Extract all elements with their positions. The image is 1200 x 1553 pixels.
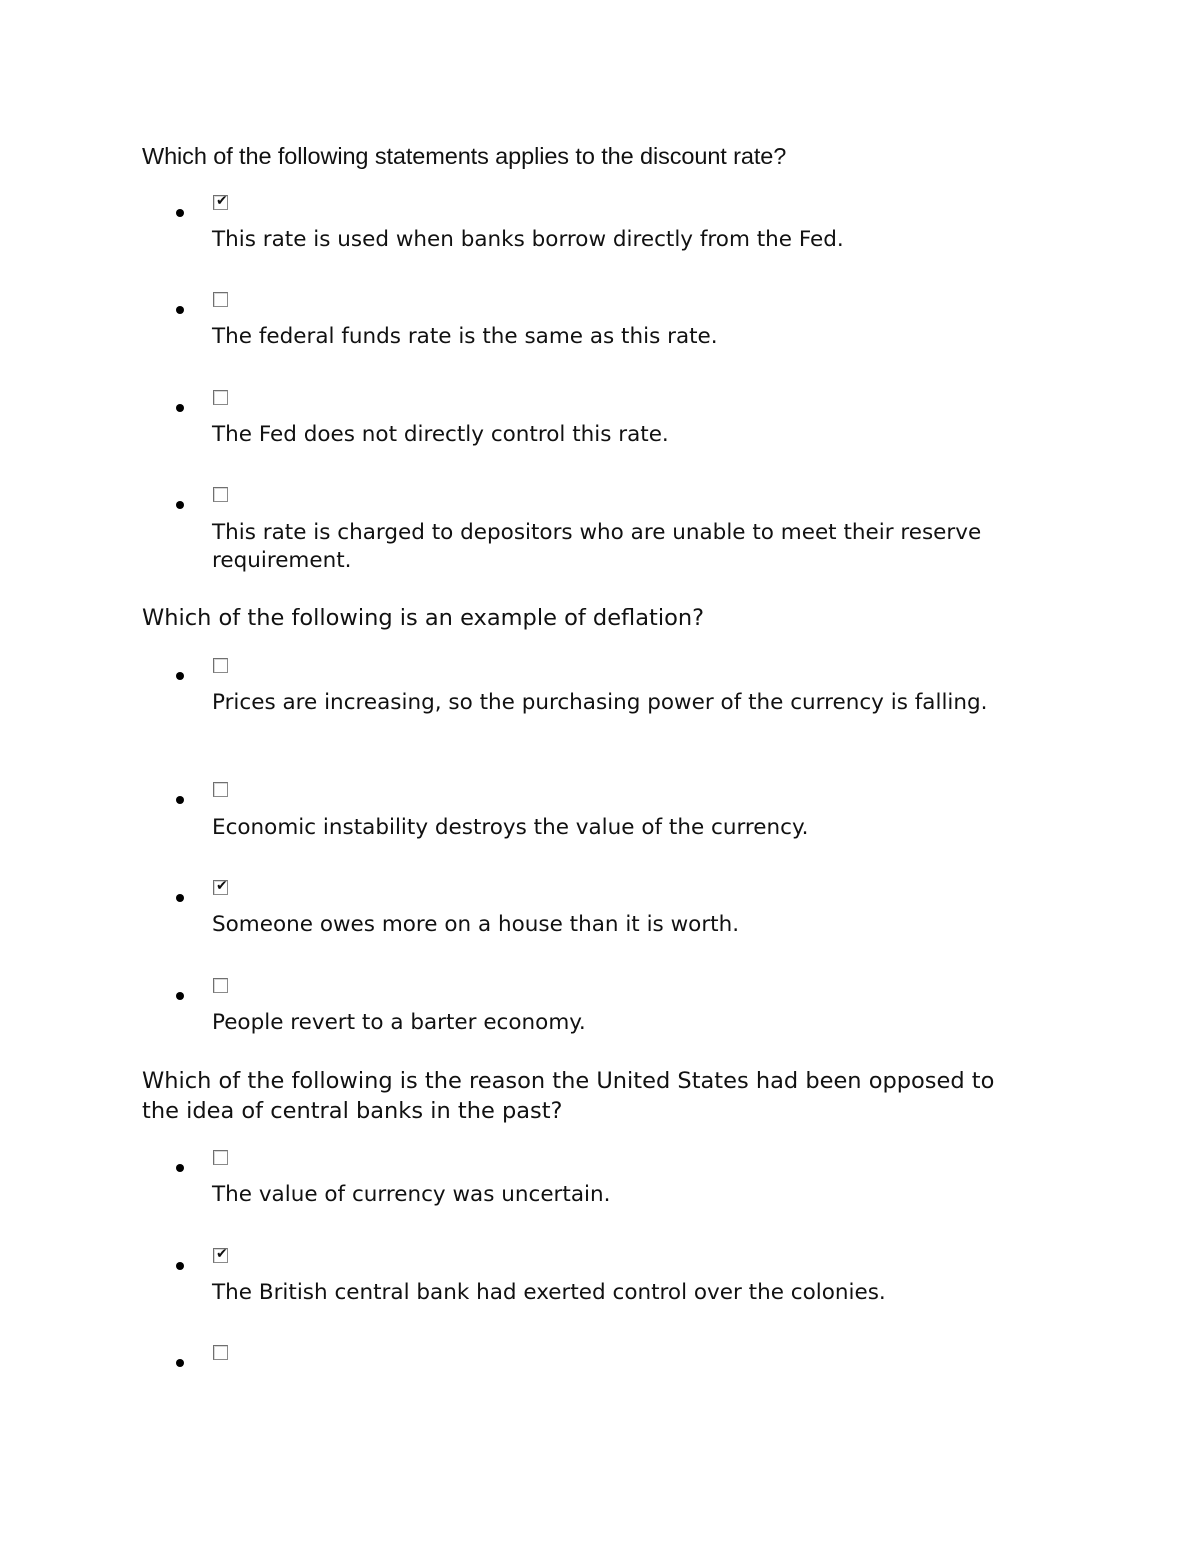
question-2-text: Which of the following is an example of deflation? [142, 605, 705, 631]
bullet-icon [176, 992, 184, 1000]
q1-option-2-text: The federal funds rate is the same as this rate. [212, 324, 718, 349]
bullet-icon [176, 672, 184, 680]
q3-option-1-checkbox[interactable] [213, 1150, 228, 1165]
bullet-icon [176, 501, 184, 509]
checkmark-icon: ✔ [216, 878, 228, 894]
q3-option-2-text: The British central bank had exerted control over the colonies. [212, 1280, 886, 1305]
q2-option-1-text: Prices are increasing, so the purchasing power of the currency is falling. [212, 690, 988, 715]
q1-option-3-checkbox[interactable] [213, 390, 228, 405]
q2-option-3-text: Someone owes more on a house than it is worth. [212, 912, 740, 937]
q2-option-4-text: People revert to a barter economy. [212, 1010, 586, 1035]
q2-option-2-text: Economic instability destroys the value of the currency. [212, 815, 809, 840]
q1-option-1-text: This rate is used when banks borrow directly from the Fed. [212, 227, 844, 252]
q1-option-3-text: The Fed does not directly control this rate. [212, 422, 669, 447]
bullet-icon [176, 209, 184, 217]
bullet-icon [176, 894, 184, 902]
bullet-icon [176, 1359, 184, 1367]
q1-option-4-checkbox[interactable] [213, 487, 228, 502]
q2-option-4-checkbox[interactable] [213, 978, 228, 993]
question-3-text: Which of the following is the reason the United States had been opposed to the idea of central banks in the past? [142, 1068, 995, 1124]
q2-option-3-checkbox[interactable] [213, 880, 228, 895]
q2-option-1-checkbox[interactable] [213, 658, 228, 673]
checkmark-icon: ✔ [216, 1246, 228, 1262]
q1-option-4-text: This rate is charged to depositors who are unable to meet their reserve requirement. [212, 520, 982, 573]
bullet-icon [176, 306, 184, 314]
bullet-icon [176, 796, 184, 804]
question-1-text: Which of the following statements applies to the discount rate? [142, 143, 787, 169]
q3-option-2-checkbox[interactable] [213, 1248, 228, 1263]
checkmark-icon: ✔ [216, 193, 228, 209]
bullet-icon [176, 1164, 184, 1172]
q3-option-1-text: The value of currency was uncertain. [212, 1182, 611, 1207]
q1-option-1-checkbox[interactable] [213, 195, 228, 210]
q1-option-2-checkbox[interactable] [213, 292, 228, 307]
q2-option-2-checkbox[interactable] [213, 782, 228, 797]
bullet-icon [176, 404, 184, 412]
bullet-icon [176, 1262, 184, 1270]
q3-option-3-checkbox[interactable] [213, 1345, 228, 1360]
